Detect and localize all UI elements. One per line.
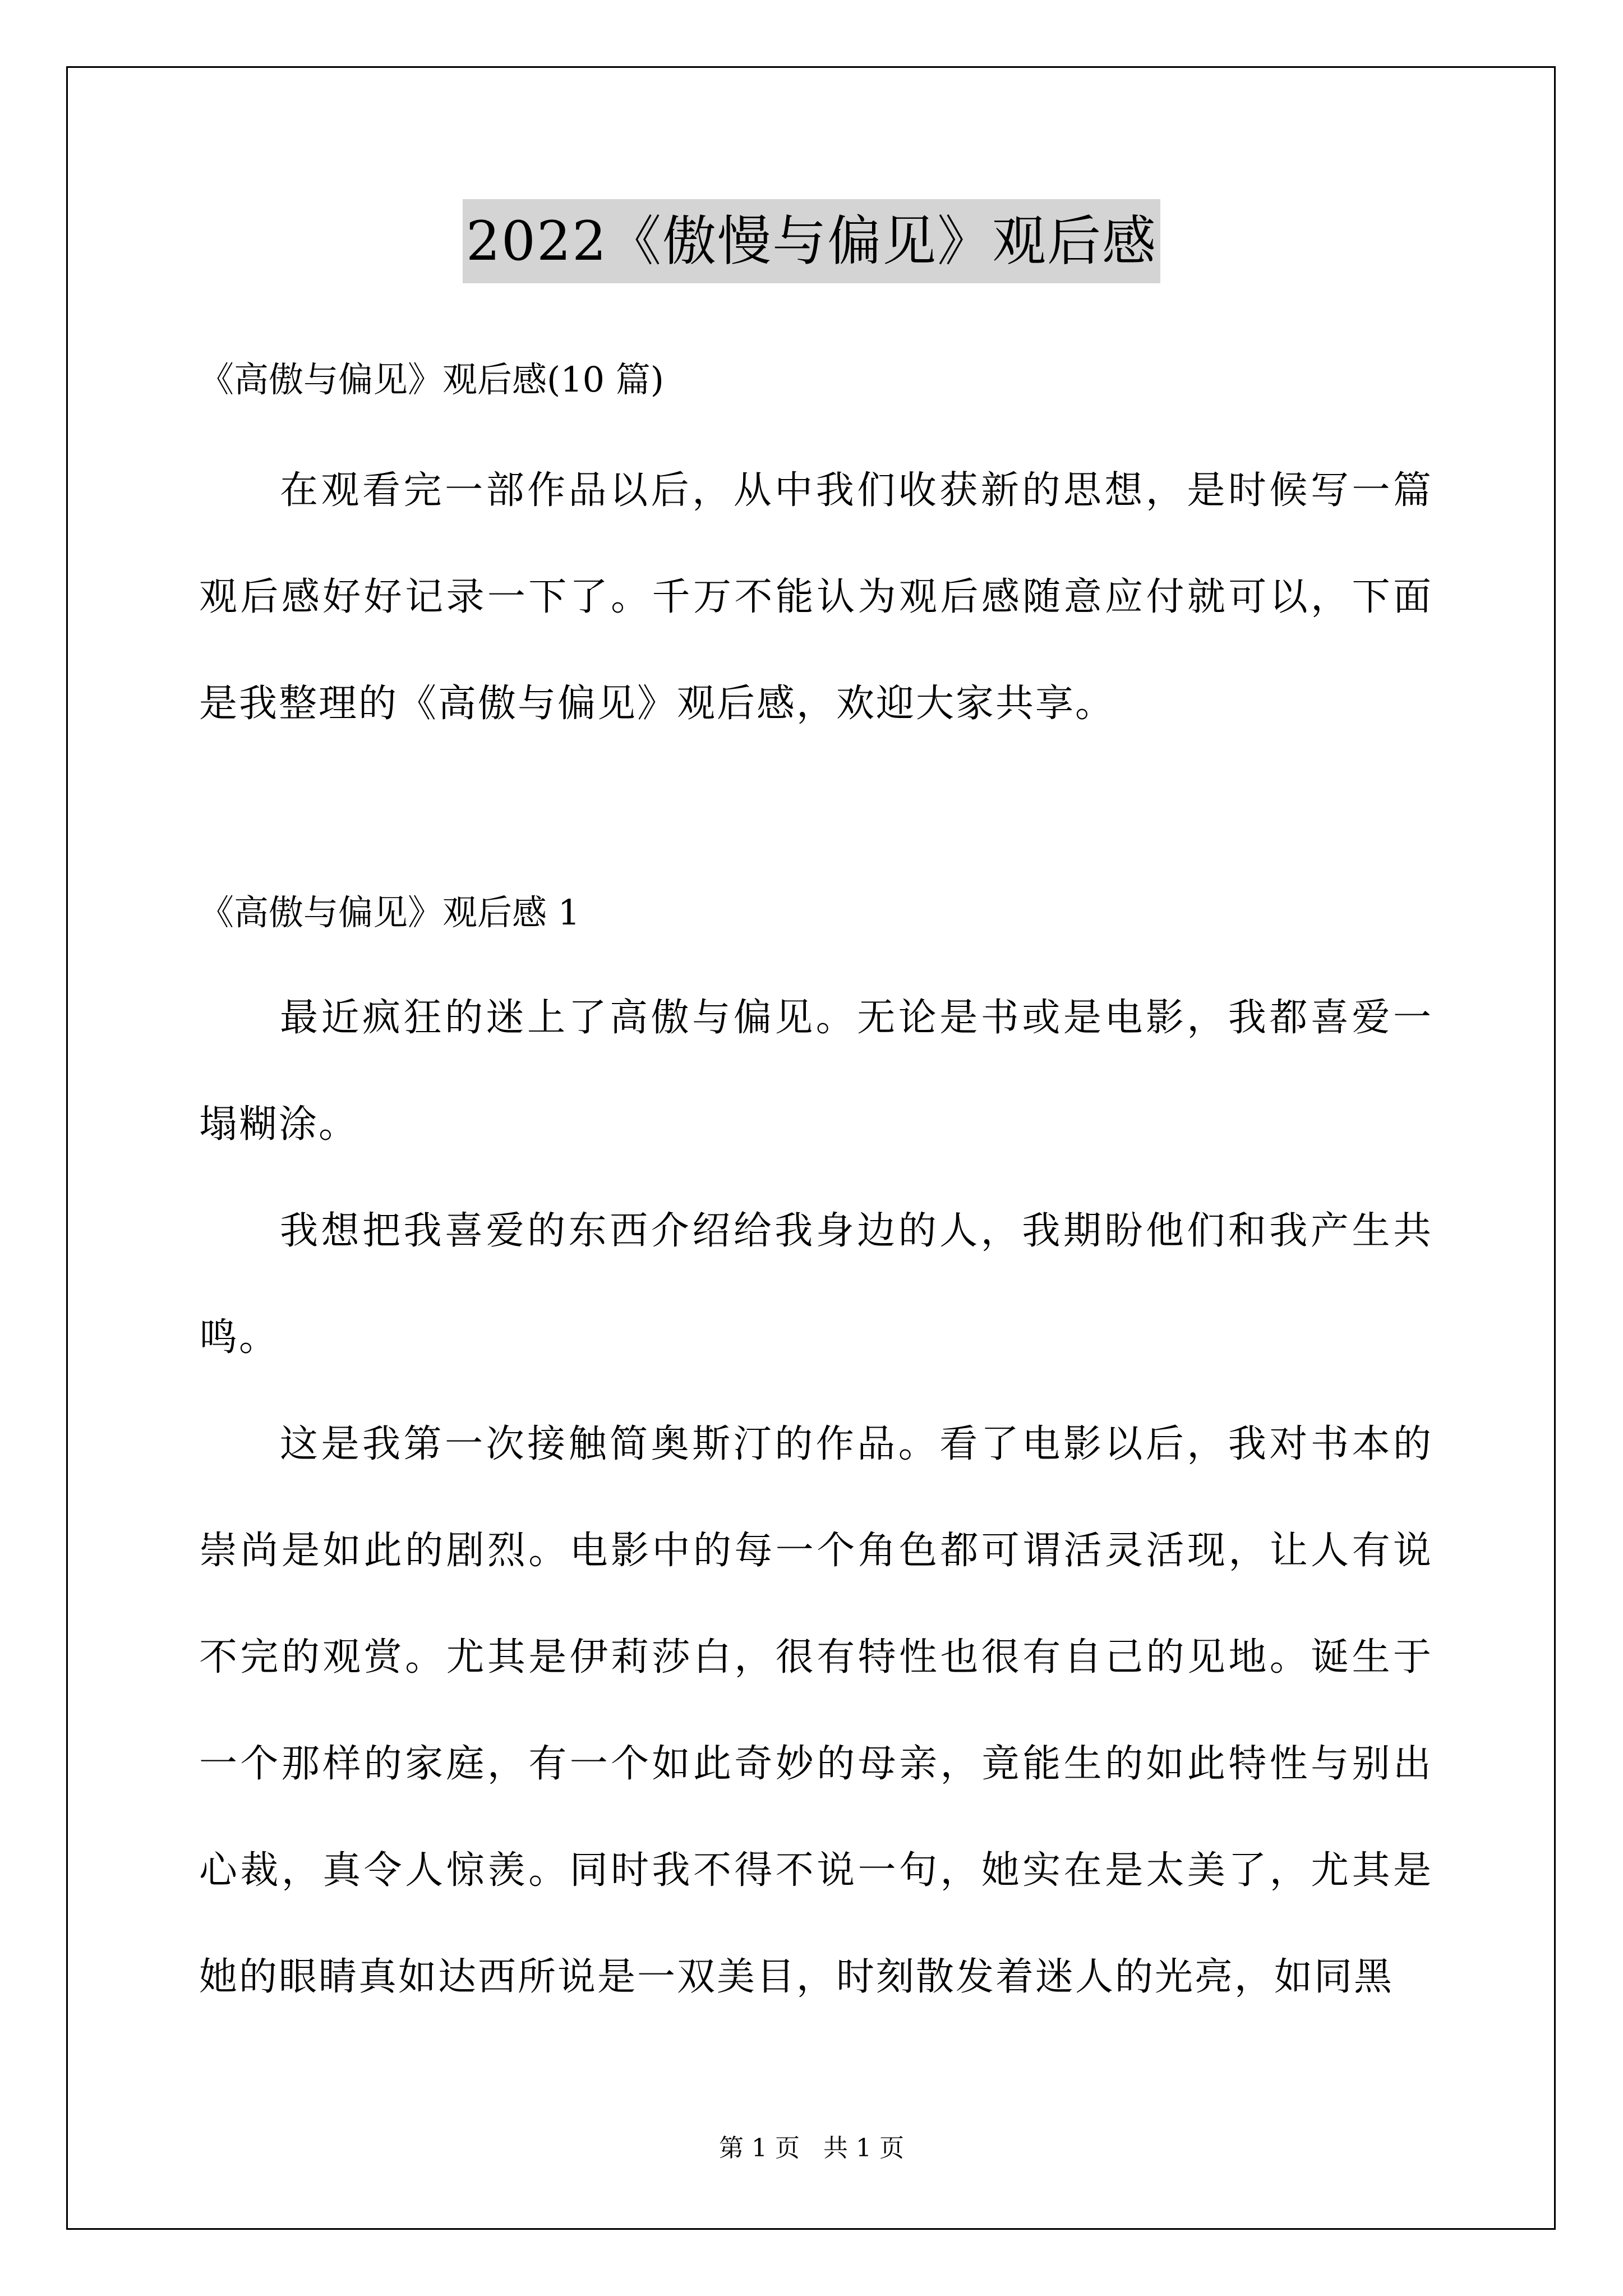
title-container — [0, 199, 1623, 283]
body-paragraph: 我想把我喜爱的东西介绍给我身边的人，我期盼他们和我产生共鸣。 — [199, 1209, 1433, 1360]
page-footer — [0, 2132, 1623, 2165]
section-heading: 《高傲与偏见》观后感 1 — [199, 892, 580, 933]
footer-spacer — [800, 2134, 823, 2162]
intro-paragraph: 在观看完一部作品以后，从中我们收获新的思想，是时候写一篇观后感好好记录一下了。千万不能认为观后感随意应付就可以，下面是我整理的《高傲与偏见》观后感，欢迎大家共享。 — [199, 468, 1433, 726]
document-subtitle: 《高傲与偏见》观后感(10 篇) — [199, 359, 664, 400]
document-title: 2022《傲慢与偏见》观后感 — [463, 199, 1160, 283]
body-paragraph: 这是我第一次接触简奥斯汀的作品。看了电影以后，我对书本的崇尚是如此的剧烈。电影中的每一个角色都可谓活灵活现，让人有说不完的观赏。尤其是伊莉莎白，很有特性也很有自己的见地。诞生于一个那样的家庭，有一个如此奇妙的母亲，竟能生的如此特性与别出心裁，真令人惊羡。同时我不得不说一句，她实在是太美了，尤其是她的眼睛真如达西所说是一双美目，时刻散发着迷人的光亮，如同黑 — [199, 1422, 1433, 1999]
page-number-total: 共 1 页 — [823, 2134, 904, 2162]
page-number-current: 第 1 页 — [719, 2134, 800, 2162]
body-paragraph: 最近疯狂的迷上了高傲与偏见。无论是书或是电影，我都喜爱一塌糊涂。 — [199, 996, 1433, 1147]
